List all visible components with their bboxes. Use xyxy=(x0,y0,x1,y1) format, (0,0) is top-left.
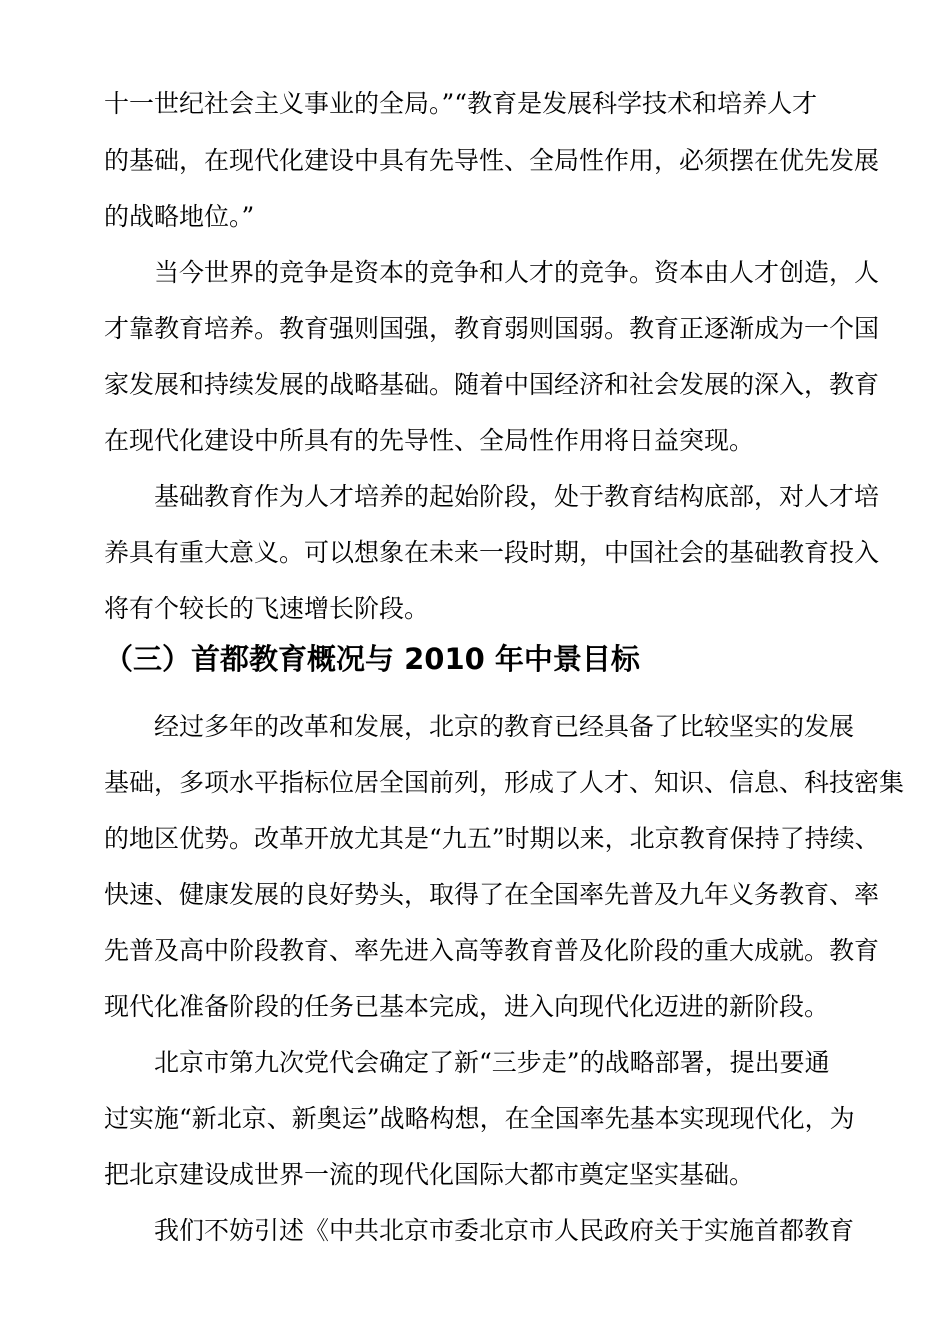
section-heading: （三）首都教育概况与 2010 年中景目标 xyxy=(104,642,640,676)
paragraph-4-line-6: 现代化准备阶段的任务已基本完成，进入向现代化迈进的新阶段。 xyxy=(104,992,830,1021)
paragraph-4-line-5: 先普及高中阶段教育、率先进入高等教育普及化阶段的重大成就。教育 xyxy=(104,936,880,965)
paragraph-4-line-3: 的地区优势。改革开放尤其是“九五”时期以来，北京教育保持了持续、 xyxy=(104,824,880,853)
paragraph-1-line-2: 的基础，在现代化建设中具有先导性、全局性作用，必须摆在优先发展 xyxy=(104,146,880,175)
paragraph-5-line-2: 过实施“新北京、新奥运”战略构想，在全国率先基本实现现代化，为 xyxy=(104,1104,855,1133)
paragraph-2-line-3: 家发展和持续发展的战略基础。随着中国经济和社会发展的深入，教育 xyxy=(104,370,880,399)
paragraph-6-line-1: 我们不妨引述《中共北京市委北京市人民政府关于实施首都教育 xyxy=(154,1216,855,1245)
paragraph-5-line-3: 把北京建设成世界一流的现代化国际大都市奠定坚实基础。 xyxy=(104,1160,755,1189)
paragraph-1-line-1: 十一世纪社会主义事业的全局。”“教育是发展科学技术和培养人才 xyxy=(104,89,818,118)
paragraph-4-line-2: 基础，多项水平指标位居全国前列，形成了人才、知识、信息、科技密集 xyxy=(104,768,905,797)
paragraph-3-line-2: 养具有重大意义。可以想象在未来一段时期，中国社会的基础教育投入 xyxy=(104,538,880,567)
paragraph-2-line-1: 当今世界的竞争是资本的竞争和人才的竞争。资本由人才创造，人 xyxy=(154,258,880,287)
paragraph-1-line-3: 的战略地位。” xyxy=(104,202,255,231)
paragraph-5-line-1: 北京市第九次党代会确定了新“三步走”的战略部署，提出要通 xyxy=(154,1048,830,1077)
paragraph-3-line-3: 将有个较长的飞速增长阶段。 xyxy=(104,594,430,623)
paragraph-3-line-1: 基础教育作为人才培养的起始阶段，处于教育结构底部，对人才培 xyxy=(154,482,880,511)
paragraph-2-line-2: 才靠教育培养。教育强则国强，教育弱则国弱。教育正逐渐成为一个国 xyxy=(104,314,880,343)
paragraph-2-line-4: 在现代化建设中所具有的先导性、全局性作用将日益突现。 xyxy=(104,426,755,455)
paragraph-4-line-1: 经过多年的改革和发展，北京的教育已经具备了比较坚实的发展 xyxy=(154,712,855,741)
paragraph-4-line-4: 快速、健康发展的良好势头，取得了在全国率先普及九年义务教育、率 xyxy=(104,880,880,909)
